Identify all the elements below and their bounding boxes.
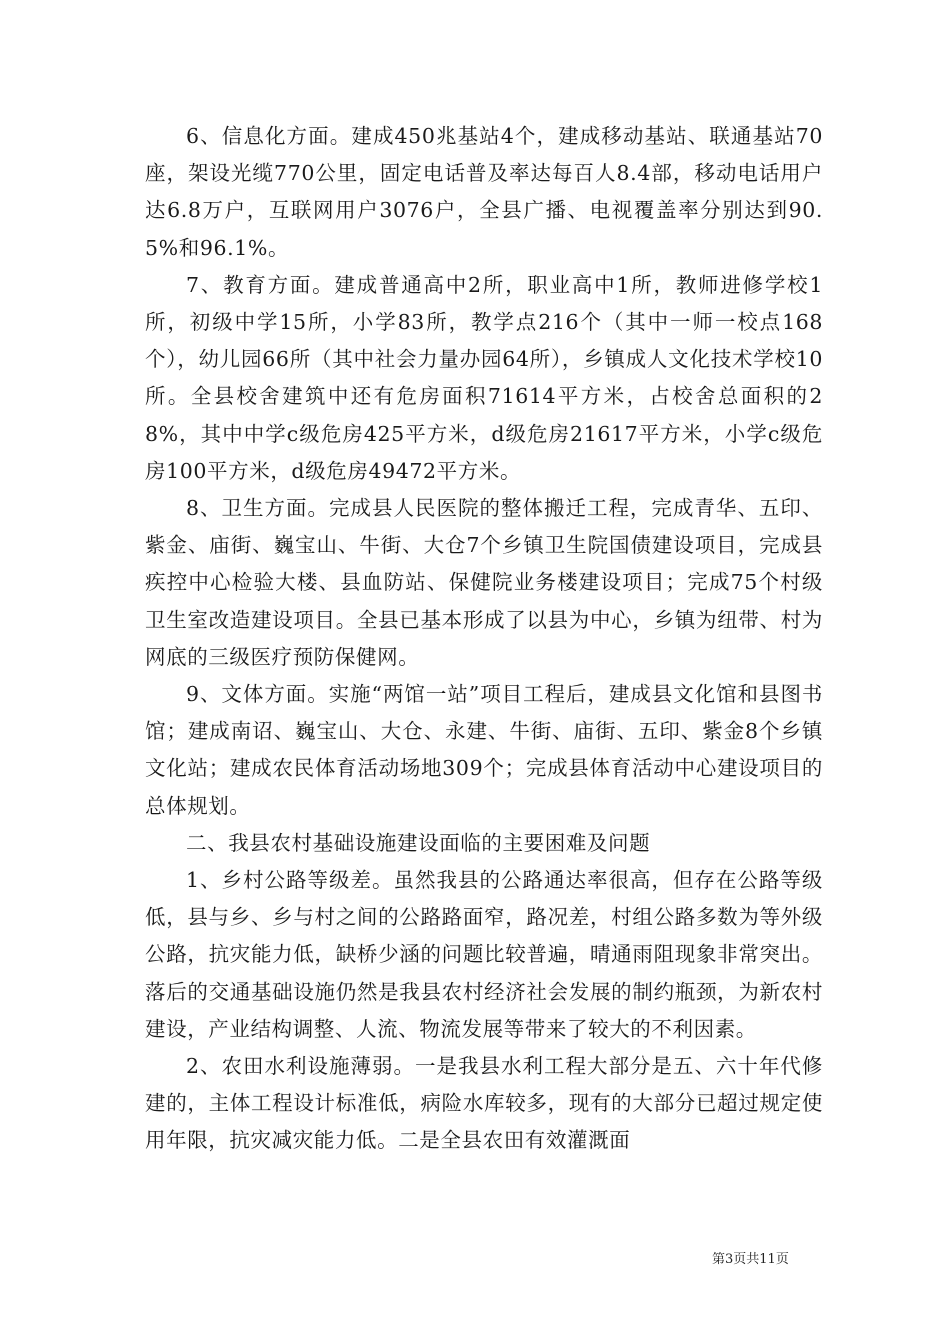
paragraph-health: 8、卫生方面。完成县人民医院的整体搬迁工程，完成青华、五印、紫金、庙街、巍宝山、牛街、大仓7个乡镇卫生院国债建设项目，完成县疾控中心检验大楼、县血防站、保健院业务楼建设项目；完成75个村级卫生室改造建设项目。全县已基本形成了以县为中心，乡镇为纽带、村为网底的三级医疗预防保健网。	[145, 496, 823, 669]
paragraph-irrigation: 2、农田水利设施薄弱。一是我县水利工程大部分是五、六十年代修建的，主体工程设计标准低，病险水库较多，现有的大部分已超过规定使用年限，抗灾减灾能力低。二是全县农田有效灌溉面	[145, 1054, 823, 1153]
page-number-footer: 第3页共11页	[712, 1252, 789, 1267]
paragraph-informatization: 6、信息化方面。建成450兆基站4个，建成移动基站、联通基站70座，架设光缆770公里，固定电话普及率达每百人8.4部，移动电话用户达6.8万户，互联网用户3076户，全县广播、电视覆盖率分别达到90.5%和96.1%。	[145, 124, 823, 260]
section-heading-difficulties: 二、我县农村基础设施建设面临的主要困难及问题	[186, 830, 651, 855]
document-body	[145, 118, 823, 1160]
paragraph-culture-sports: 9、文体方面。实施“两馆一站”项目工程后，建成县文化馆和县图书馆；建成南诏、巍宝山、大仓、永建、牛街、庙街、五印、紫金8个乡镇文化站；建成农民体育活动场地309个；完成县体育活动中心建设项目的总体规划。	[145, 682, 823, 818]
paragraph-education: 7、教育方面。建成普通高中2所，职业高中1所，教师进修学校1所，初级中学15所，小学83所，教学点216个（其中一师一校点168个），幼儿园66所（其中社会力量办园64所），乡镇成人文化技术学校10所。全县校舍建筑中还有危房面积71614平方米，占校舍总面积的28%，其中中学c级危房425平方米，d级危房21617平方米，小学c级危房100平方米，d级危房49472平方米。	[145, 272, 823, 483]
paragraph-rural-roads: 1、乡村公路等级差。虽然我县的公路通达率很高，但存在公路等级低，县与乡、乡与村之间的公路路面窄，路况差，村组公路多数为等外级公路，抗灾能力低，缺桥少涵的问题比较普遍，晴通雨阻现象非常突出。落后的交通基础设施仍然是我县农村经济社会发展的制约瓶颈，为新农村建设，产业结构调整、人流、物流发展等带来了较大的不利因素。	[145, 868, 823, 1041]
